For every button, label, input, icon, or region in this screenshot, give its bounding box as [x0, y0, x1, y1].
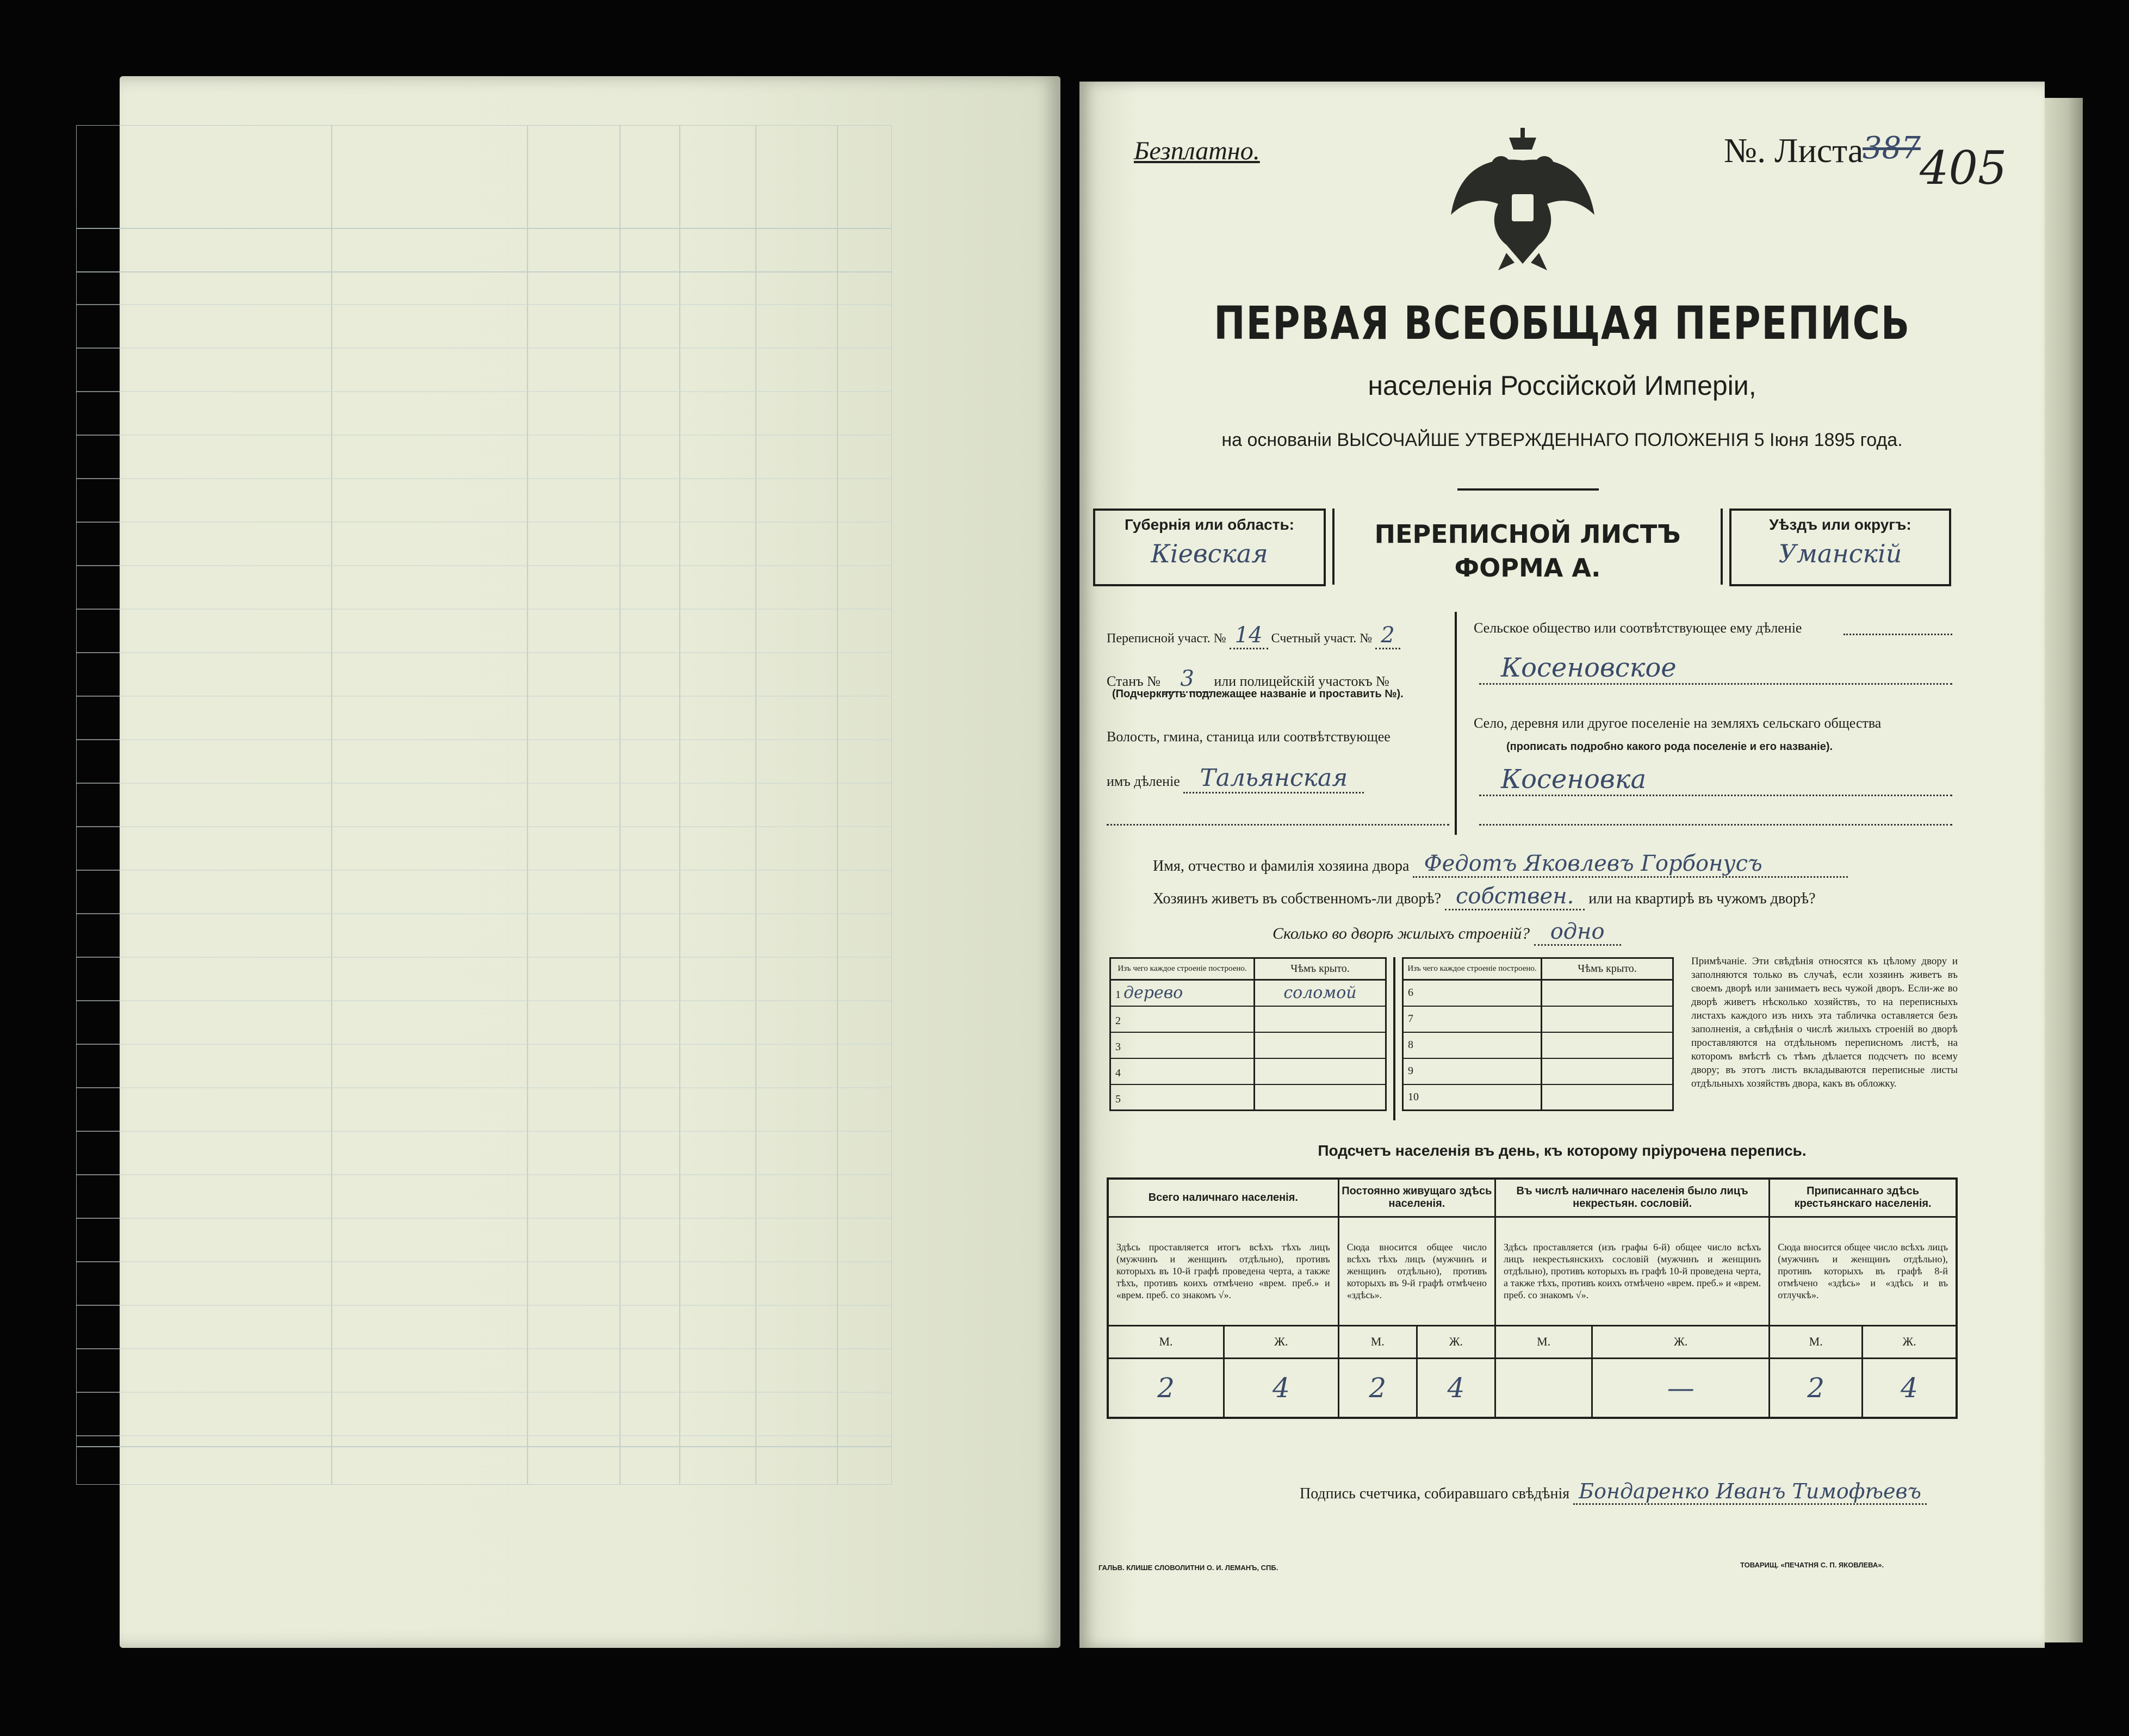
population-count-table — [1107, 1177, 1958, 1419]
village-value: Косеновка — [1479, 764, 1952, 796]
buildings-table-divider — [1393, 957, 1395, 1120]
count-sex-row — [1108, 1325, 1957, 1358]
owner-field — [1153, 851, 1848, 878]
form-type: ФОРМА А. — [1454, 553, 1601, 582]
double-headed-eagle-emblem — [1447, 128, 1599, 275]
uezd-box — [1729, 509, 1951, 586]
male-label: М. — [1108, 1325, 1224, 1358]
free-label: Безплатно. — [1134, 137, 1260, 165]
building-row — [1403, 1084, 1673, 1111]
village-extra-line — [1479, 824, 1952, 826]
buildings-field — [1273, 919, 1621, 944]
note-text: Примѣчаніе. Эти свѣдѣнія относятся къ цѣлому двору и заполняются только въ случаѣ, если хозяинъ живетъ въ своемъ дворѣ или занимаетъ весь чужой дворъ. Если-же во дворѣ живетъ нѣсколько хозяйствъ, то на переписныхъ листахъ каждого изъ нихъ эта табличка оставляется безъ заполненія, а свѣдѣнія о числѣ жилыхъ строеній во дворѣ проставляются на отдѣльномъ переписномъ листѣ, на которомъ вмѣстѣ съ тѣмъ дѣлается подсчетъ по всему двору; въ этотъ листъ вкладываются переписные листы отдѣльныхъ хозяйствъ двора, какъ въ обложку. — [1691, 956, 1958, 1089]
building-number: 6 — [1408, 987, 1413, 999]
form-subtitle: населенія Россійской Имперіи, — [1368, 370, 1756, 401]
signature-value: Бондаренко Иванъ Тимофѣевъ — [1573, 1479, 1927, 1505]
stan-value: 3 — [1164, 666, 1210, 693]
female-label: Ж. — [1417, 1325, 1495, 1358]
list-title-box — [1332, 509, 1723, 585]
building-number: 5 — [1115, 1093, 1121, 1105]
count-column-description: Сюда вносится общее число всѣхъ лицъ (мужчинъ и женщинъ отдѣльно), противъ которыхъ въ графѣ 8-й отмѣчено «здѣсь» и «здѣсь и въ отлучкѣ». — [1770, 1217, 1957, 1325]
police-label: или полицейскій участокъ № — [1214, 673, 1389, 689]
owner-value: Федотъ Яковлевъ Горбонусъ — [1413, 851, 1848, 878]
footer-right: ТОВАРИЩ. «ПЕЧАТНЯ С. П. ЯКОВЛЕВА». — [1740, 1561, 1884, 1569]
building-number: 3 — [1115, 1041, 1121, 1053]
count-column-description: Здѣсь проставляется (изъ графы 6-й) общее число всѣхъ лицъ некрестьянскихъ сословій (мужчинъ и женщинъ отдѣльно), противъ которыхъ въ графѣ 10-й проведена черта, а также тѣхъ, противъ коихъ отмѣчено «врем. преб.» и «врем. преб. со знакомъ √». — [1495, 1217, 1770, 1325]
lives-label: Хозяинъ живетъ въ собственномъ-ли дворѣ? — [1153, 890, 1442, 907]
society-value: Косеновское — [1479, 653, 1952, 685]
sheet-number-label: №. Листа — [1724, 131, 1864, 170]
volost-label: Волость, гмина, станица или соотвѣтствующее — [1107, 729, 1391, 745]
female-count: 4 — [1863, 1358, 1957, 1418]
census-district-value: 14 — [1230, 623, 1268, 649]
volost-label-2: имъ дѣленіе — [1107, 773, 1180, 789]
page-stack-edge — [2045, 98, 2083, 1642]
building-row — [1110, 1084, 1386, 1111]
count-column-description: Здѣсь проставляется итогъ всѣхъ тѣхъ лицъ (мужчинъ и женщинъ отдѣльно), противъ которыхъ въ 10-й графѣ проведена черта, а также тѣхъ, противъ коихъ отмѣчено «врем. преб.» и «врем. преб. со знакомъ √». — [1108, 1217, 1338, 1325]
building-number: 9 — [1408, 1065, 1413, 1077]
count-district-value: 2 — [1375, 623, 1400, 649]
building-number: 2 — [1115, 1015, 1121, 1027]
building-row — [1403, 1058, 1673, 1084]
female-count: 4 — [1417, 1358, 1495, 1418]
count-column-title: Постоянно живущаго здѣсь населенія. — [1338, 1179, 1495, 1217]
village-label: Село, деревня или другое поселеніе на земляхъ сельскаго общества — [1474, 715, 1882, 731]
male-count: 2 — [1108, 1358, 1224, 1418]
uezd-value: Уманскій — [1778, 539, 1902, 568]
male-label: М. — [1770, 1325, 1863, 1358]
guberniya-value: Кіевская — [1151, 539, 1268, 568]
sheet-number-new: 405 — [1920, 141, 2007, 195]
signature-field — [1300, 1479, 1927, 1503]
volost-value: Тальянская — [1183, 764, 1364, 793]
form-title: ПЕРВАЯ ВСЕОБЩАЯ ПЕРЕПИСЬ — [1214, 296, 1910, 350]
building-number: 1 — [1115, 989, 1121, 1001]
building-row — [1403, 1006, 1673, 1032]
sheet-number-old: 387 — [1863, 131, 1921, 166]
buildings-table-right — [1402, 957, 1674, 1111]
male-label: М. — [1495, 1325, 1592, 1358]
female-count: — — [1592, 1358, 1770, 1418]
building-number: 10 — [1408, 1090, 1419, 1103]
fields-divider — [1455, 612, 1457, 835]
building-row — [1110, 1058, 1386, 1084]
building-roof: соломой — [1283, 983, 1357, 1003]
female-label: Ж. — [1863, 1325, 1957, 1358]
buildings-value: одно — [1534, 919, 1621, 946]
buildings-col-material-2: Изъ чего каждое строеніе построено. — [1403, 958, 1542, 980]
footer-left: ГАЛЬВ. КЛИШЕ СЛОВОЛИТНИ О. И. ЛЕМАНЪ, СПБ. — [1098, 1564, 1278, 1572]
count-column-description: Сюда вносится общее число всѣхъ тѣхъ лицъ (мужчинъ и женщинъ отдѣльно), противъ которыхъ въ 9-й графѣ отмѣчено «здѣсь». — [1338, 1217, 1495, 1325]
ornament-divider — [1457, 488, 1599, 491]
male-count: 2 — [1338, 1358, 1417, 1418]
female-count: 4 — [1224, 1358, 1339, 1418]
buildings-table-left — [1109, 957, 1387, 1111]
list-title: ПЕРЕПИСНОЙ ЛИСТЪ — [1374, 519, 1681, 549]
stan-label: Станъ № — [1107, 673, 1160, 689]
guberniya-box — [1093, 509, 1326, 586]
male-count — [1495, 1358, 1592, 1418]
census-district-field — [1107, 623, 1400, 648]
building-row — [1110, 1006, 1386, 1032]
female-label: Ж. — [1224, 1325, 1339, 1358]
male-count: 2 — [1770, 1358, 1863, 1418]
lives-field — [1153, 884, 1816, 909]
signature-label: Подпись счетчика, собиравшаго свѣдѣнія — [1300, 1485, 1570, 1502]
building-row — [1110, 1032, 1386, 1058]
volost-extra-line — [1107, 824, 1449, 826]
count-column-title: Въ числѣ наличнаго населенія было лицъ некрестьян. сословій. — [1495, 1179, 1770, 1217]
buildings-col-roof-2: Чѣмъ крыто. — [1578, 963, 1637, 975]
count-column-title: Всего наличнаго населенія. — [1108, 1179, 1338, 1217]
building-row — [1403, 1032, 1673, 1058]
female-label: Ж. — [1592, 1325, 1770, 1358]
building-row — [1403, 980, 1673, 1006]
buildings-col-roof: Чѣмъ крыто. — [1290, 963, 1350, 975]
building-number: 7 — [1408, 1013, 1413, 1025]
building-number: 4 — [1115, 1067, 1121, 1079]
stan-note: (Подчеркнуть подлежащее названіе и проставить №). — [1112, 688, 1404, 700]
owner-label: Имя, отчество и фамилія хозяина двора — [1153, 858, 1410, 875]
building-number: 8 — [1408, 1039, 1413, 1051]
society-line — [1844, 634, 1952, 635]
lives-value: собствен. — [1445, 884, 1585, 910]
building-material: дерево — [1124, 983, 1183, 1003]
left-page-faint-grid — [76, 125, 892, 1485]
count-column-title: Приписаннаго здѣсь крестьянскаго населенія. — [1770, 1179, 1957, 1217]
lives-label-2: или на квартирѣ въ чужомъ дворѣ? — [1588, 890, 1816, 907]
male-label: М. — [1338, 1325, 1417, 1358]
count-desc-row — [1108, 1217, 1957, 1325]
volost-field — [1107, 764, 1364, 792]
count-heading: Подсчетъ населенія въ день, къ которому пріурочена перепись. — [1318, 1142, 1807, 1159]
society-label: Сельское общество или соотвѣтствующее ему дѣленіе — [1474, 620, 1802, 636]
building-row — [1110, 980, 1386, 1006]
count-district-label: Счетный участ. № — [1271, 631, 1373, 646]
buildings-label: Сколько во дворѣ жилыхъ строеній? — [1273, 925, 1530, 943]
form-basis: на основаніи ВЫСОЧАЙШЕ УТВЕРЖДЕННАГО ПОЛОЖЕНІЯ 5 Іюня 1895 года. — [1221, 430, 1903, 450]
village-note: (прописать подробно какого рода поселеніе и его названіе). — [1506, 741, 1833, 753]
buildings-col-material: Изъ чего каждое строеніе построено. — [1110, 958, 1255, 980]
census-district-label: Переписной участ. № — [1107, 631, 1226, 646]
uezd-label: Уѣздъ или округъ: — [1769, 516, 1911, 533]
count-value-row — [1108, 1358, 1957, 1418]
guberniya-label: Губернія или область: — [1124, 516, 1295, 533]
count-title-row — [1108, 1179, 1957, 1217]
